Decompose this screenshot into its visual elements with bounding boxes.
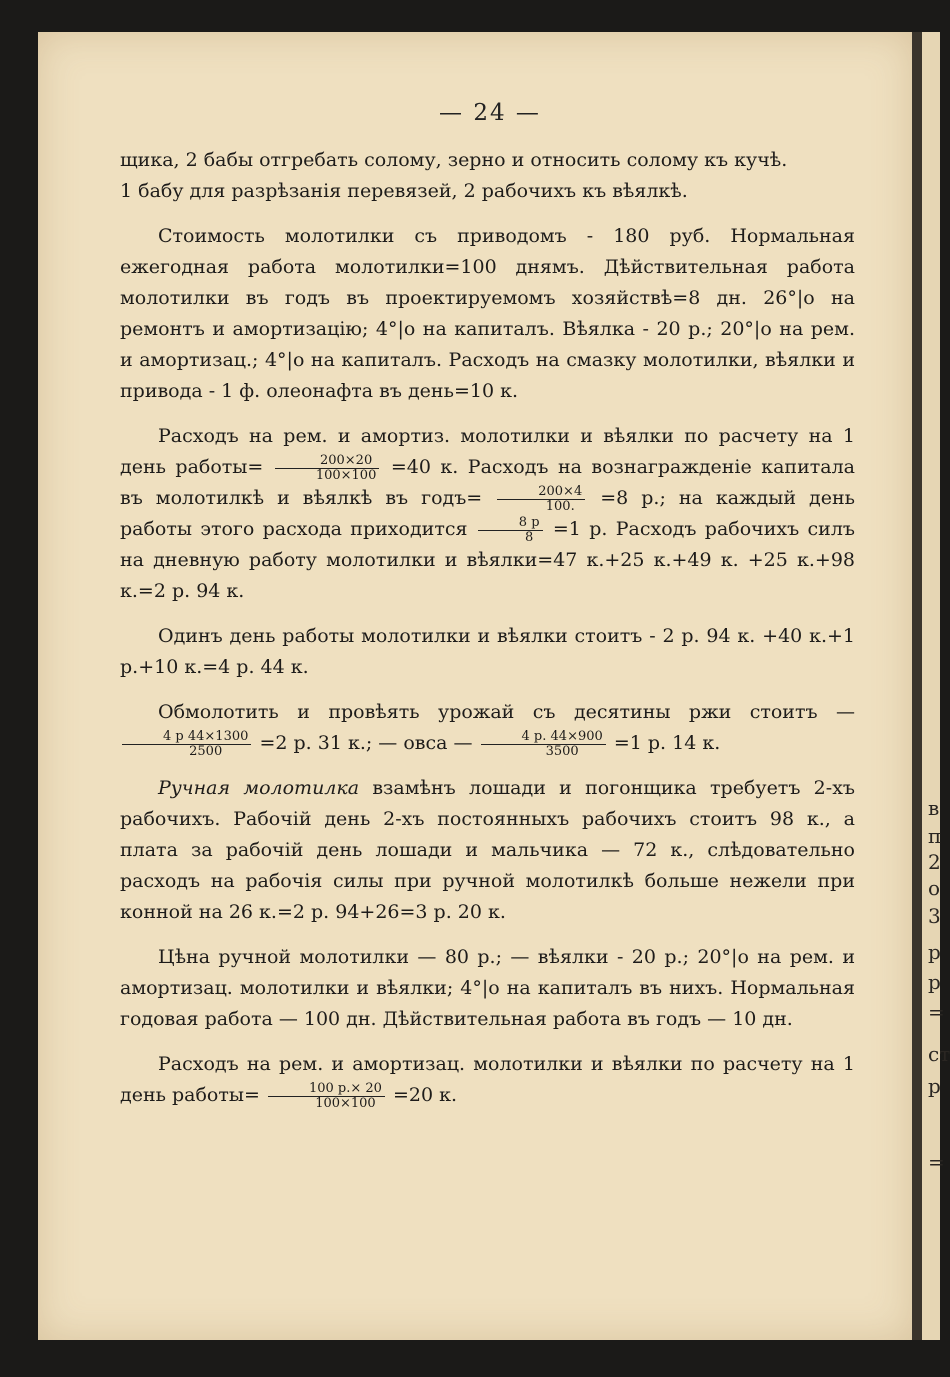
paragraph-5-text-2: =2 р. 31 к.; — овса — bbox=[259, 732, 473, 754]
fraction bbox=[122, 730, 251, 759]
paragraph-6 bbox=[120, 773, 855, 928]
margin-fragment: = bbox=[928, 1150, 945, 1174]
fraction bbox=[268, 1082, 385, 1111]
margin-fragment: р bbox=[928, 1074, 941, 1098]
fraction-denominator: 100×100 bbox=[315, 1095, 376, 1111]
next-page-edge bbox=[922, 32, 940, 1340]
margin-fragment: = bbox=[928, 1000, 945, 1024]
fraction-denominator: 3500 bbox=[545, 743, 579, 759]
paragraph-3-text-2: =40 к. Расходъ на вознагражденіе капитала въ молотилкѣ и вѣялкѣ въ годъ= bbox=[120, 456, 855, 509]
margin-fragment: ст bbox=[928, 1042, 950, 1066]
fraction-denominator: 100×100 bbox=[315, 467, 377, 483]
fraction-denominator: 8 bbox=[525, 529, 534, 545]
margin-fragment: 2 bbox=[928, 850, 941, 874]
paragraph-3-text-3: =8 р.; на каждый день работы этого расхода приходится bbox=[120, 487, 855, 540]
paragraph-5-text-3: =1 р. 14 к. bbox=[613, 732, 721, 754]
paragraph-4: Одинъ день работы молотилки и вѣялки стоитъ - 2 р. 94 к. +40 к.+1 р.+10 к.=4 р. 44 к. bbox=[120, 625, 855, 678]
fraction-denominator: 2500 bbox=[189, 743, 223, 759]
fraction-denominator: 100. bbox=[545, 498, 575, 514]
fraction bbox=[478, 516, 543, 545]
paragraph-5-text-1: Обмолотить и провѣять урожай съ десятины ржи стоитъ — bbox=[158, 701, 855, 723]
paragraph-6-emphasis: Ручная молотилка bbox=[158, 777, 360, 799]
fraction-numerator: 200×4 bbox=[497, 485, 585, 500]
fraction-numerator: 4 р 44×1300 bbox=[122, 730, 251, 745]
paragraph-8-text-2: =20 к. bbox=[392, 1084, 458, 1106]
fraction-numerator: 8 р bbox=[478, 516, 543, 531]
fraction bbox=[481, 730, 606, 759]
fraction-numerator: 200×20 bbox=[275, 454, 380, 469]
margin-fragment: 3 bbox=[928, 904, 941, 928]
paragraph-1-line-1: щика, 2 бабы отгребать солому, зерно и относить солому къ кучѣ. bbox=[120, 149, 788, 171]
book-gutter bbox=[912, 32, 922, 1340]
margin-fragment: р bbox=[928, 940, 941, 964]
fraction-numerator: 4 р. 44×900 bbox=[481, 730, 606, 745]
page-body bbox=[120, 145, 855, 1111]
fraction bbox=[275, 454, 380, 483]
margin-fragment: п bbox=[928, 824, 942, 848]
paragraph-8-text-1: Расходъ на рем. и амортизац. молотилки и вѣялки по расчету на 1 день работы= bbox=[120, 1053, 855, 1106]
paragraph-8 bbox=[120, 1049, 855, 1111]
paragraph-2: Стоимость молотилки съ приводомъ - 180 руб. Нормальная ежегодная работа молотилки=100 днямъ. Дѣйствительная работа молотилки въ годъ въ проектируемомъ хозяйствѣ=8 дн. 26°|о на ремонтъ и амортизацію; 4°|о на капиталъ. Вѣялка - 20 р.; 20°|о на рем. и амортизац.; 4°|о на капиталъ. Расходъ на смазку молотилки, вѣялки и привода - 1 ф. олеонафта въ день=10 к. bbox=[120, 225, 855, 402]
margin-fragment: в bbox=[928, 796, 940, 820]
paragraph-7: Цѣна ручной молотилки — 80 р.; — вѣялки - 20 р.; 20°|о на рем. и амортизац. молотилки и вѣялки; 4°|о на капиталъ въ нихъ. Нормальная годовая работа — 100 дн. Дѣйствительная работа въ годъ — 10 дн. bbox=[120, 946, 855, 1030]
paragraph-1-line-2: 1 бабу для разрѣзанія перевязей, 2 рабочихъ къ вѣялкѣ. bbox=[120, 180, 688, 202]
paragraph-6-text: взамѣнъ лошади и погонщика требуетъ 2-хъ рабочихъ. Рабочій день 2-хъ постоянныхъ рабочихъ стоитъ 98 к., а плата за рабочій день лошади и мальчика — 72 к., слѣдовательно расходъ на рабочія силы при ручной молотилкѣ больше нежели при конной на 26 к.=2 р. 94+26=3 р. 20 к. bbox=[120, 777, 855, 923]
page-number: — 24 — bbox=[439, 100, 541, 126]
fraction-numerator: 100 р.× 20 bbox=[268, 1082, 385, 1097]
margin-fragment: р bbox=[928, 970, 941, 994]
paragraph-3 bbox=[120, 421, 855, 607]
margin-fragment: о bbox=[928, 876, 941, 900]
paragraph-1 bbox=[120, 145, 855, 207]
paragraph-5 bbox=[120, 697, 855, 759]
paragraph-3-text-1: Расходъ на рем. и амортиз. молотилки и вѣялки по расчету на 1 день работы= bbox=[120, 425, 855, 478]
paragraph-3-text-4: =1 р. Расходъ рабочихъ силъ на дневную работу молотилки и вѣялки=47 к.+25 к.+49 к. +25 к.+98 к.=2 р. 94 к. bbox=[120, 518, 855, 602]
fraction bbox=[497, 485, 585, 514]
